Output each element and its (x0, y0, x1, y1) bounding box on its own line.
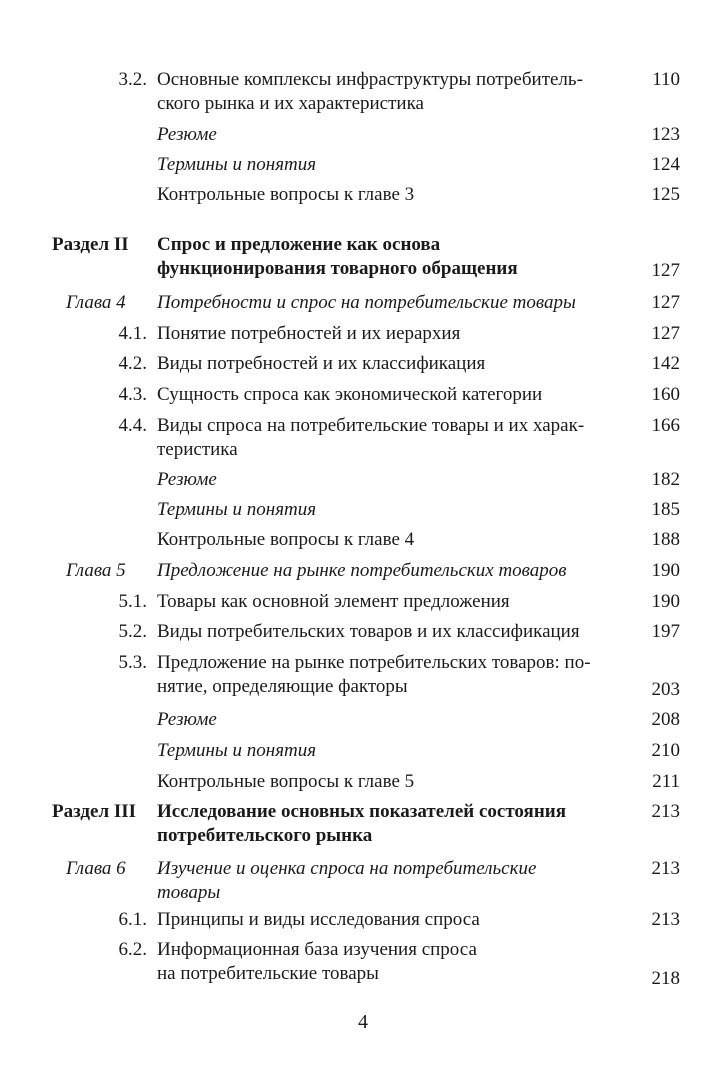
section-label: Раздел III (52, 801, 137, 822)
toc-entry-page: 166 (651, 415, 680, 436)
toc-entry-page: 123 (651, 124, 680, 145)
chapter-title: Предложение на рынке потребительских товаров (157, 560, 567, 581)
toc-entry-page: 190 (651, 591, 680, 612)
toc-entry-number: 5.3. (118, 652, 147, 673)
toc-entry-title: Контрольные вопросы к главе 4 (157, 529, 415, 550)
toc-entry-page: 213 (651, 801, 680, 822)
toc-entry-title: Информационная база изучения спроса на потребительские товары (157, 939, 477, 984)
toc-entry-number: 4.1. (118, 323, 147, 344)
toc-entry-page: 218 (651, 968, 680, 989)
toc-entry-number: 4.4. (118, 415, 147, 436)
toc-entry-title: Резюме (157, 469, 217, 490)
toc-entry-number: 6.2. (118, 939, 147, 960)
toc-entry-page: 188 (651, 529, 680, 550)
toc-entry-title: Резюме (157, 124, 217, 145)
toc-entry-number: 6.1. (118, 909, 147, 930)
toc-entry-page: 127 (651, 260, 680, 281)
section-label: Раздел II (52, 234, 129, 255)
toc-entry-page: 182 (651, 469, 680, 490)
toc-entry-title: Виды спроса на потребительские товары и их харак- теристика (157, 415, 585, 460)
toc-entry-title: Термины и понятия (157, 740, 317, 761)
chapter-label: Глава 5 (66, 560, 126, 581)
toc-entry-title: Резюме (157, 709, 217, 730)
toc-entry-page: 208 (651, 709, 680, 730)
toc-entry-number: 4.3. (118, 384, 147, 405)
toc-entry-title: Контрольные вопросы к главе 5 (157, 771, 415, 792)
toc-entry-title: Понятие потребностей и их иерархия (157, 323, 461, 344)
toc-entry-page: 203 (651, 679, 680, 700)
toc-entry-number: 5.2. (118, 621, 147, 642)
toc-entry-page: 125 (651, 184, 680, 205)
toc-entry-page: 185 (651, 499, 680, 520)
toc-entry-title: Основные комплексы инфраструктуры потребитель- ского рынка и их характеристика (157, 69, 583, 114)
chapter-label: Глава 4 (66, 292, 126, 313)
chapter-title: Потребности и спрос на потребительские товары (157, 292, 576, 313)
page-number: 4 (358, 1011, 368, 1033)
chapter-title: Изучение и оценка спроса на потребительские товары (157, 858, 537, 903)
toc-entry-page: 213 (651, 909, 680, 930)
chapter-label: Глава 6 (66, 858, 126, 879)
toc-entry-page: 210 (651, 740, 680, 761)
toc-entry-title: Принципы и виды исследования спроса (157, 909, 480, 930)
toc-entry-page: 211 (652, 771, 680, 792)
toc-entry-page: 110 (652, 69, 680, 90)
toc-entry-page: 124 (651, 154, 680, 175)
toc-entry-number: 3.2. (118, 69, 147, 90)
toc-entry-title: Предложение на рынке потребительских товаров: по- нятие, определяющие факторы (157, 652, 591, 697)
toc-entry-page: 213 (651, 858, 680, 879)
toc-entry-title: Товары как основной элемент предложения (157, 591, 510, 612)
toc-entry-title: Термины и понятия (157, 499, 317, 520)
toc-entry-page: 190 (651, 560, 680, 581)
toc-entry-page: 142 (651, 353, 680, 374)
section-title: Спрос и предложение как основа функционирования товарного обращения (157, 234, 518, 279)
toc-entry-page: 127 (651, 292, 680, 313)
toc-entry-title: Термины и понятия (157, 154, 317, 175)
toc-entry-title: Виды потребностей и их классификация (157, 353, 486, 374)
toc-entry-title: Контрольные вопросы к главе 3 (157, 184, 415, 205)
toc-entry-page: 160 (651, 384, 680, 405)
toc-entry-title: Виды потребительских товаров и их классификация (157, 621, 580, 642)
toc-entry-number: 4.2. (118, 353, 147, 374)
toc-entry-number: 5.1. (118, 591, 147, 612)
section-title: Исследование основных показателей состояния потребительского рынка (157, 801, 567, 846)
toc-entry-page: 197 (651, 621, 680, 642)
toc-entry-page: 127 (651, 323, 680, 344)
toc-entry-title: Сущность спроса как экономической категории (157, 384, 543, 405)
